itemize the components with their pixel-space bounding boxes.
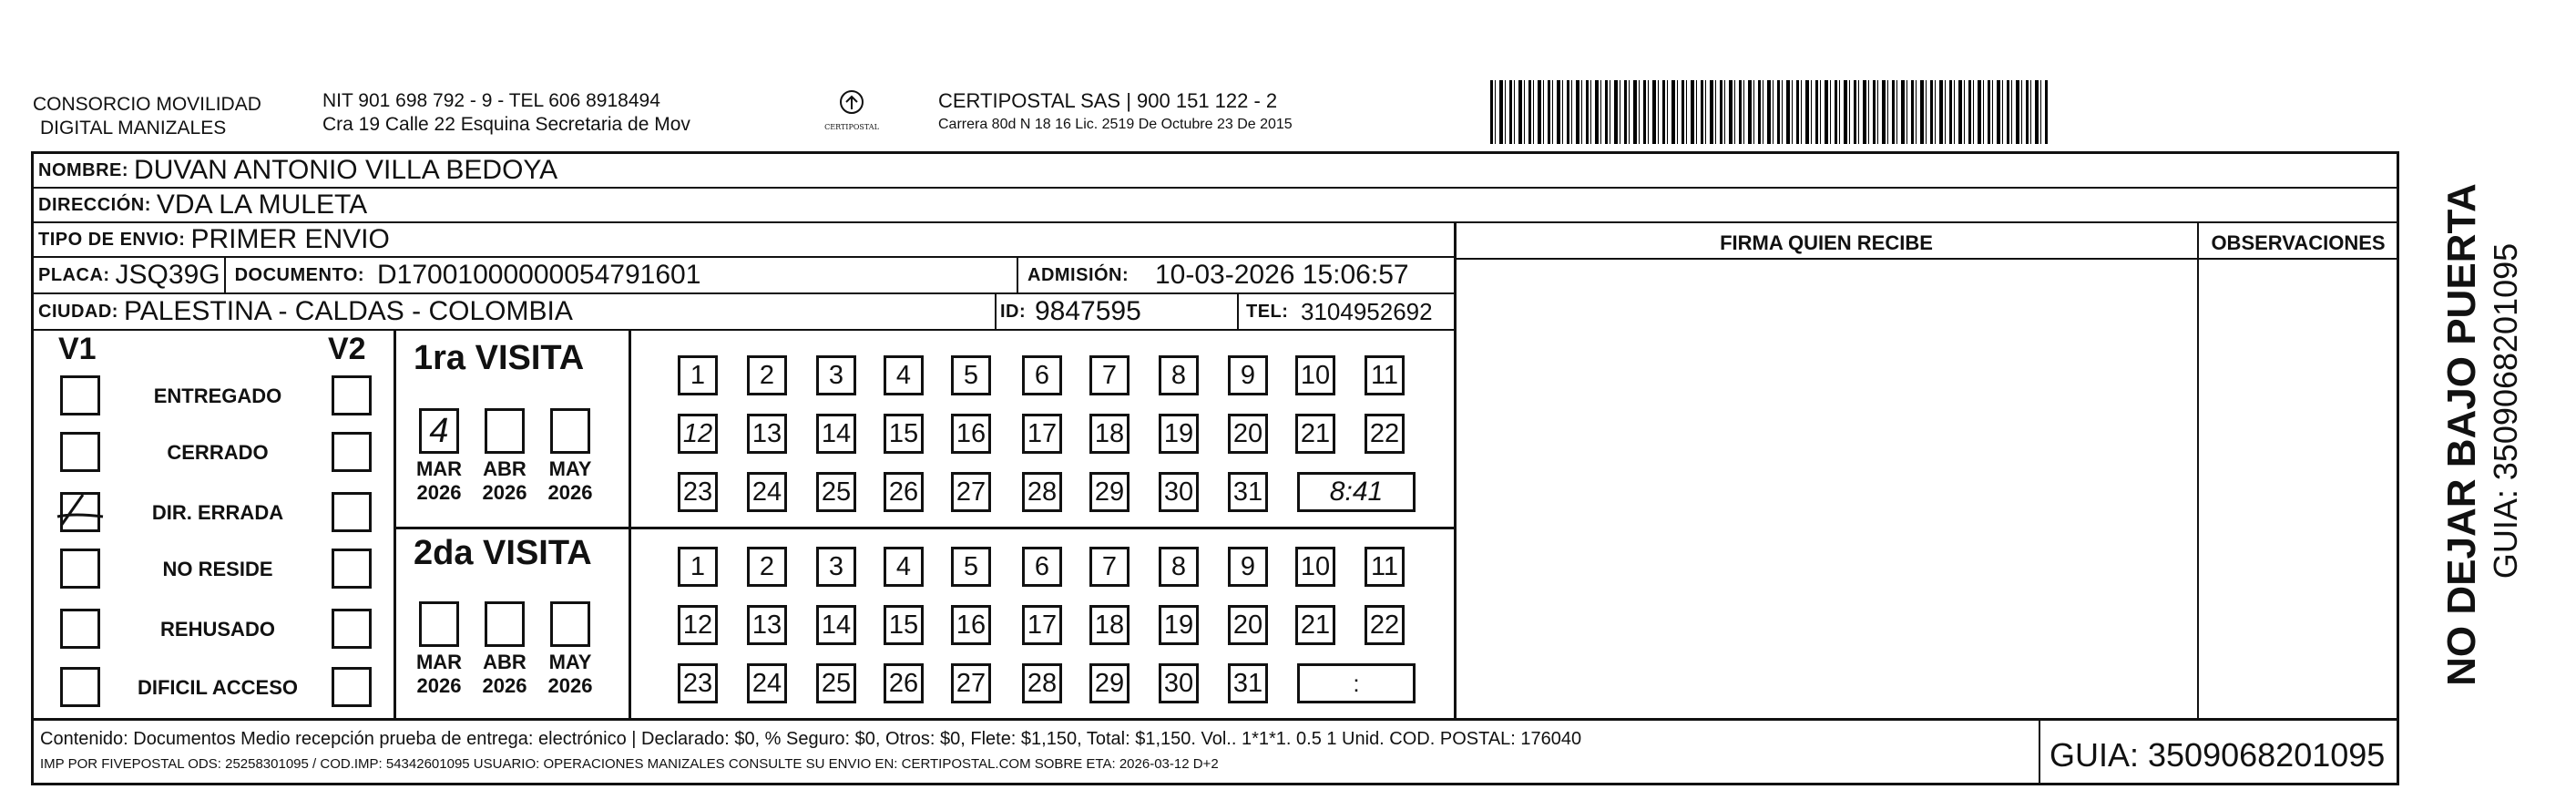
first-visit-day-11[interactable] xyxy=(1365,355,1405,395)
first-visit-day-27[interactable] xyxy=(951,472,991,512)
day-number: 15 xyxy=(888,610,919,640)
side-warning-block xyxy=(2415,182,2570,692)
day-number: 25 xyxy=(821,668,852,698)
observaciones-area xyxy=(2199,260,2397,718)
divider xyxy=(1017,258,1018,294)
day-number: 18 xyxy=(1094,418,1125,448)
day-number: 13 xyxy=(751,418,782,448)
day-number: 14 xyxy=(821,418,852,448)
v2-checkbox[interactable] xyxy=(332,492,372,532)
first-visit-day-18[interactable] xyxy=(1089,414,1130,454)
day-number: 24 xyxy=(751,477,782,507)
day-number: 27 xyxy=(956,668,986,698)
row-ciudad: CIUDAD: PALESTINA - CALDAS - COLOMBIA ID: 9847595 TEL: 3104952692 xyxy=(33,294,1456,331)
month-label xyxy=(407,457,471,505)
second-visit-day-19[interactable] xyxy=(1159,605,1199,645)
day-number: 10 xyxy=(1300,360,1331,390)
day-number: 30 xyxy=(1163,477,1194,507)
footer-guia: GUIA: 3509068201095 xyxy=(2050,736,2386,774)
second-visit-day-14[interactable] xyxy=(816,605,856,645)
second-visit-day-21[interactable] xyxy=(1295,605,1335,645)
first-visit-day-31[interactable] xyxy=(1228,472,1268,512)
courier-address: Carrera 80d N 18 16 Lic. 2519 De Octubre 23 De 2015 xyxy=(938,117,1293,132)
second-visit-day-6[interactable] xyxy=(1022,547,1062,587)
divider xyxy=(629,331,631,720)
divider xyxy=(2039,720,2040,785)
day-number: 12 xyxy=(682,610,713,640)
first-visit-day-8[interactable] xyxy=(1159,355,1199,395)
first-visit-day-17[interactable] xyxy=(1022,414,1062,454)
day-number: 3 xyxy=(828,360,844,390)
second-visit-day-16[interactable] xyxy=(951,605,991,645)
first-visit-day-29[interactable] xyxy=(1089,472,1130,512)
month-name: MAY xyxy=(548,651,592,673)
first-visit-day-23[interactable] xyxy=(678,472,718,512)
issuer-address: Cra 19 Calle 22 Esquina Secretaria de Mov xyxy=(322,114,690,135)
month-label xyxy=(407,651,471,698)
day-number: 5 xyxy=(963,360,979,390)
first-visit-day-25[interactable] xyxy=(816,472,856,512)
first-visit-day-22[interactable] xyxy=(1365,414,1405,454)
first-visit-day-21[interactable] xyxy=(1295,414,1335,454)
day-number: 18 xyxy=(1094,610,1125,640)
divider xyxy=(33,718,2398,721)
side-guia: GUIA: 3509068201095 xyxy=(2487,242,2524,579)
day-number: 17 xyxy=(1027,418,1058,448)
month-name: MAR xyxy=(415,651,463,673)
v1-checkbox[interactable] xyxy=(60,549,100,589)
day-number: 30 xyxy=(1163,668,1194,698)
second-visit-day-8[interactable] xyxy=(1159,547,1199,587)
month-label xyxy=(473,651,537,698)
divider xyxy=(394,331,396,720)
second-visit-day-27[interactable] xyxy=(951,663,991,703)
nit-line: NIT 901 698 792 - 9 - TEL 606 8918494 xyxy=(322,90,660,111)
day-number: 5 xyxy=(963,551,979,581)
month-year: 2026 xyxy=(547,481,593,504)
day-number: 9 xyxy=(1240,551,1256,581)
v2-checkbox[interactable] xyxy=(332,432,372,472)
firma-header: FIRMA QUIEN RECIBE xyxy=(1720,231,1933,254)
day-number: 31 xyxy=(1232,477,1263,507)
first-visit-day-19[interactable] xyxy=(1159,414,1199,454)
second-visit-day-15[interactable] xyxy=(884,605,924,645)
day-number: 19 xyxy=(1163,418,1194,448)
first-visit-day-12[interactable] xyxy=(678,414,718,454)
observaciones-header: OBSERVACIONES xyxy=(2211,231,2386,254)
divider xyxy=(995,294,997,331)
day-number: 31 xyxy=(1232,668,1263,698)
reason-label: REHUSADO xyxy=(160,618,275,641)
second-visit-day-31[interactable] xyxy=(1228,663,1268,703)
row-tipo: TIPO DE ENVIO: PRIMER ENVIO xyxy=(33,223,1456,258)
second-visit-day-4[interactable] xyxy=(884,547,924,587)
day-number: 10 xyxy=(1300,551,1331,581)
contenido-line: Contenido: Documentos Medio recepción prueba de entrega: electrónico | Declarado: $0, % Seguro: $0, Otros: $0, Flete: $1,150, Total: $1,150. Vol.. 1*1*1. 0.5 1 Unid. COD. POSTAL: 176040 xyxy=(40,729,1582,749)
day-number: 21 xyxy=(1300,610,1331,640)
first-visit-day-1[interactable] xyxy=(678,355,718,395)
day-number: 26 xyxy=(888,668,919,698)
placa-value: JSQ39G xyxy=(115,260,220,290)
second-visit-day-25[interactable] xyxy=(816,663,856,703)
courier-info xyxy=(938,89,1293,133)
first-visit-day-28[interactable] xyxy=(1022,472,1062,512)
first-visit-day-15[interactable] xyxy=(884,414,924,454)
second-visit-month-box[interactable] xyxy=(485,601,525,647)
day-number: 4 xyxy=(895,360,912,390)
v1-checkbox[interactable] xyxy=(60,609,100,649)
courier-line: CERTIPOSTAL SAS | 900 151 122 - 2 xyxy=(938,89,1278,112)
day-number: 23 xyxy=(682,668,713,698)
reason-label: CERRADO xyxy=(167,441,269,464)
first-visit-day-24[interactable] xyxy=(747,472,787,512)
second-visit-title: 2da VISITA xyxy=(414,534,592,572)
direccion-value: VDA LA MULETA xyxy=(156,190,368,220)
second-visit-day-3[interactable] xyxy=(816,547,856,587)
day-number: 28 xyxy=(1027,477,1058,507)
logo-icon xyxy=(833,87,870,118)
first-visit-day-13[interactable] xyxy=(747,414,787,454)
day-number: 29 xyxy=(1094,477,1125,507)
day-number: 20 xyxy=(1232,610,1263,640)
imp-line: IMP POR FIVEPOSTAL ODS: 25258301095 / COD.IMP: 54342601095 USUARIO: OPERACIONES MANIZALES CONSULTE SU ENVIO EN: CERTIPOSTAL.COM SOBRE ETA: 2026-03-12 D+2 xyxy=(40,756,1219,772)
month-year: 2026 xyxy=(416,481,462,504)
day-number: 21 xyxy=(1300,418,1331,448)
month-name: ABR xyxy=(483,457,526,480)
month-label xyxy=(538,457,602,505)
second-visit-day-1[interactable] xyxy=(678,547,718,587)
second-visit-day-26[interactable] xyxy=(884,663,924,703)
first-visit-day-26[interactable] xyxy=(884,472,924,512)
issuer-contact xyxy=(322,89,690,137)
day-number: 23 xyxy=(682,477,713,507)
v1-checkbox[interactable] xyxy=(60,375,100,415)
admision-value: 10-03-2026 15:06:57 xyxy=(1155,260,1409,290)
day-number: 13 xyxy=(751,610,782,640)
divider xyxy=(394,527,1455,529)
first-visit-day-2[interactable] xyxy=(747,355,787,395)
issuer-name xyxy=(33,93,261,140)
first-visit-day-9[interactable] xyxy=(1228,355,1268,395)
day-number: 7 xyxy=(1101,360,1118,390)
ciudad-value: PALESTINA - CALDAS - COLOMBIA xyxy=(123,296,573,326)
first-visit-day-3[interactable] xyxy=(816,355,856,395)
day-number: 16 xyxy=(956,418,986,448)
second-visit-month-box[interactable] xyxy=(419,601,459,647)
day-number: 15 xyxy=(888,418,919,448)
first-visit-time[interactable]: 8:41 xyxy=(1297,472,1416,512)
day-number: 19 xyxy=(1163,610,1194,640)
day-number: 20 xyxy=(1232,418,1263,448)
issuer-line-2: DIGITAL MANIZALES xyxy=(40,118,227,138)
day-number: 14 xyxy=(821,610,852,640)
day-number: 17 xyxy=(1027,610,1058,640)
second-visit-day-23[interactable] xyxy=(678,663,718,703)
second-visit-day-2[interactable] xyxy=(747,547,787,587)
second-visit-day-18[interactable] xyxy=(1089,605,1130,645)
first-visit-day-30[interactable] xyxy=(1159,472,1199,512)
tipo-value: PRIMER ENVIO xyxy=(190,224,390,254)
second-visit-day-5[interactable] xyxy=(951,547,991,587)
second-visit-day-10[interactable] xyxy=(1295,547,1335,587)
row-direccion: DIRECCIÓN: VDA LA MULETA xyxy=(33,189,2398,223)
first-visit-day-6[interactable] xyxy=(1022,355,1062,395)
row-placa: PLACA: JSQ39G DOCUMENTO: D17001000000054791601 ADMISIÓN: 10-03-2026 15:06:57 xyxy=(33,258,1456,294)
month-year: 2026 xyxy=(547,674,593,697)
reason-label: DIR. ERRADA xyxy=(151,501,284,524)
v1-checkbox[interactable] xyxy=(60,432,100,472)
v2-checkbox[interactable] xyxy=(332,549,372,589)
first-visit-day-20[interactable] xyxy=(1228,414,1268,454)
first-visit-month-box[interactable] xyxy=(485,408,525,454)
barcode xyxy=(1490,80,2048,144)
reason-label: NO RESIDE xyxy=(162,558,273,580)
day-number: 6 xyxy=(1034,551,1050,581)
first-visit-day-14[interactable] xyxy=(816,414,856,454)
second-visit-day-28[interactable] xyxy=(1022,663,1062,703)
day-number: 8 xyxy=(1170,551,1187,581)
first-visit-month-box[interactable]: 4 xyxy=(419,408,459,454)
v1-checkbox-checked[interactable] xyxy=(60,492,100,532)
day-number: 2 xyxy=(759,360,775,390)
certipostal-logo xyxy=(820,87,884,142)
second-visit-day-9[interactable] xyxy=(1228,547,1268,587)
month-year: 2026 xyxy=(416,674,462,697)
v1-header: V1 xyxy=(58,332,97,366)
v2-header: V2 xyxy=(328,332,366,366)
day-number: 11 xyxy=(1370,360,1399,390)
day-number: 11 xyxy=(1370,551,1399,581)
second-visit-day-7[interactable] xyxy=(1089,547,1130,587)
second-visit-time[interactable]: : xyxy=(1297,663,1416,703)
day-number: 1 xyxy=(690,551,706,581)
month-label xyxy=(473,457,537,505)
month-year: 2026 xyxy=(482,674,527,697)
month-year: 2026 xyxy=(482,481,527,504)
first-visit-day-5[interactable] xyxy=(951,355,991,395)
reason-label: DIFICIL ACCESO xyxy=(137,676,298,699)
firma-area xyxy=(1457,260,2196,718)
v2-checkbox[interactable] xyxy=(332,667,372,707)
second-visit-day-20[interactable] xyxy=(1228,605,1268,645)
nombre-value: DUVAN ANTONIO VILLA BEDOYA xyxy=(134,155,558,185)
first-visit-month-box[interactable] xyxy=(550,408,590,454)
day-number: 28 xyxy=(1027,668,1058,698)
tel-value: 3104952692 xyxy=(1301,297,1433,325)
day-number: 29 xyxy=(1094,668,1125,698)
day-number: 9 xyxy=(1240,360,1256,390)
day-number: 27 xyxy=(956,477,986,507)
v2-checkbox[interactable] xyxy=(332,609,372,649)
day-number: 26 xyxy=(888,477,919,507)
v2-checkbox[interactable] xyxy=(332,375,372,415)
v1-checkbox[interactable] xyxy=(60,667,100,707)
second-visit-day-29[interactable] xyxy=(1089,663,1130,703)
second-visit-day-12[interactable] xyxy=(678,605,718,645)
first-visit-day-16[interactable] xyxy=(951,414,991,454)
logo-text: CERTIPOSTAL xyxy=(824,123,879,131)
id-value: 9847595 xyxy=(1035,296,1141,326)
day-number: 22 xyxy=(1369,418,1400,448)
month-name: ABR xyxy=(483,651,526,673)
day-number: 6 xyxy=(1034,360,1050,390)
no-dejar-warning: NO DEJAR BAJO PUERTA xyxy=(2439,183,2484,686)
day-number: 24 xyxy=(751,668,782,698)
first-visit-day-7[interactable] xyxy=(1089,355,1130,395)
day-number: 25 xyxy=(821,477,852,507)
second-visit-day-11[interactable] xyxy=(1365,547,1405,587)
first-visit-title: 1ra VISITA xyxy=(414,339,585,377)
row-nombre: NOMBRE: DUVAN ANTONIO VILLA BEDOYA xyxy=(33,154,2398,189)
day-number: 1 xyxy=(690,360,706,390)
second-visit-day-17[interactable] xyxy=(1022,605,1062,645)
month-name: MAR xyxy=(415,457,463,480)
month-name: MAY xyxy=(548,457,592,480)
divider xyxy=(1237,294,1239,331)
day-number: 7 xyxy=(1101,551,1118,581)
second-visit-day-22[interactable] xyxy=(1365,605,1405,645)
divider xyxy=(224,258,226,294)
first-visit-day-10[interactable] xyxy=(1295,355,1335,395)
day-number: 22 xyxy=(1369,610,1400,640)
documento-value: D17001000000054791601 xyxy=(377,260,701,290)
second-visit-day-30[interactable] xyxy=(1159,663,1199,703)
second-visit-day-24[interactable] xyxy=(747,663,787,703)
second-visit-day-13[interactable] xyxy=(747,605,787,645)
second-visit-month-box[interactable] xyxy=(550,601,590,647)
day-number: 8 xyxy=(1170,360,1187,390)
day-number: 16 xyxy=(956,610,986,640)
day-number: 3 xyxy=(828,551,844,581)
reason-label: ENTREGADO xyxy=(153,385,282,407)
month-label xyxy=(538,651,602,698)
day-number: 4 xyxy=(895,551,912,581)
day-number: 12 xyxy=(682,418,713,448)
issuer-line-1: CONSORCIO MOVILIDAD xyxy=(33,94,261,115)
first-visit-day-4[interactable] xyxy=(884,355,924,395)
day-number: 2 xyxy=(759,551,775,581)
